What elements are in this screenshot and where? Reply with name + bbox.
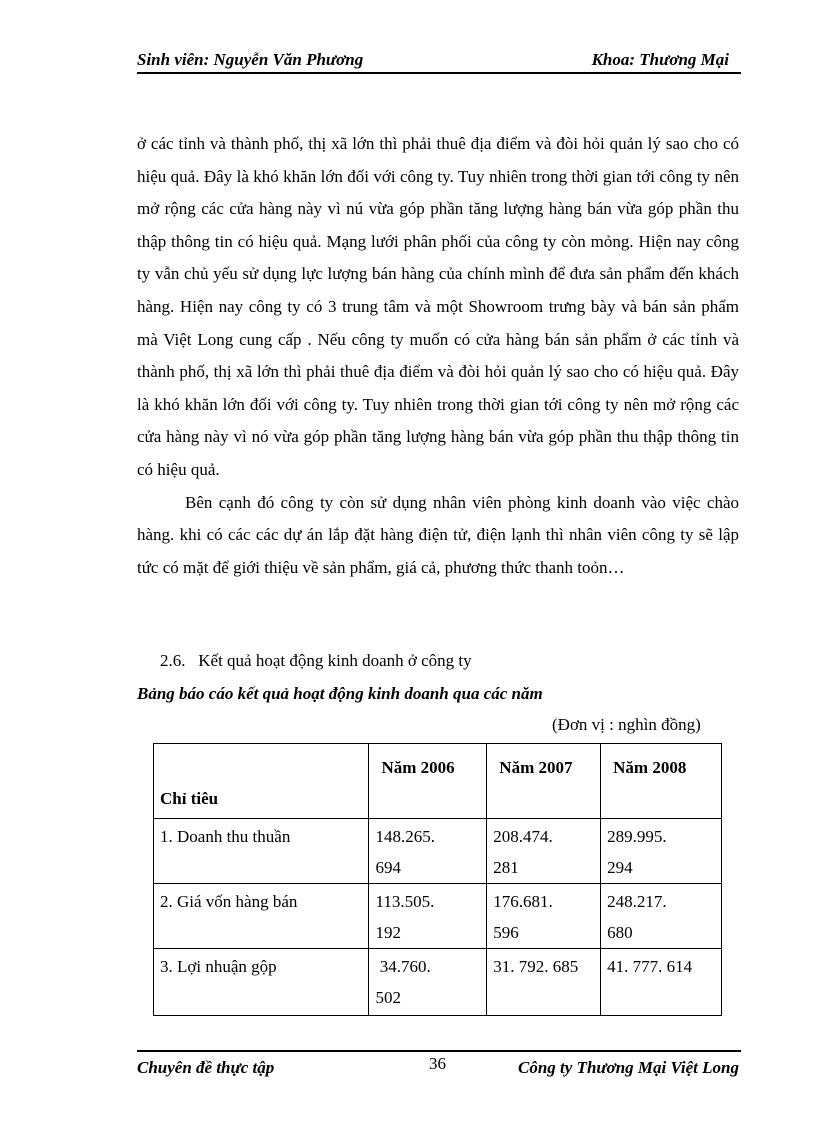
table-row <box>154 819 722 884</box>
page-footer <box>137 1050 741 1082</box>
value-part: 176. <box>493 892 524 911</box>
value-part: 505. <box>404 892 435 911</box>
value-cell <box>369 819 487 884</box>
footer-company: Công ty Thương Mại Việt Long <box>518 1058 739 1077</box>
body-text <box>137 128 739 584</box>
value-part: 760. <box>400 957 431 976</box>
value-part: 34. <box>375 957 401 976</box>
row-label: 2. Giá vốn hàng bán <box>154 884 369 949</box>
header-student-name: Sinh viên: Nguyễn Văn Phương <box>137 50 364 69</box>
header-year-2006: Năm 2006 <box>369 744 487 819</box>
header-indicator: Chỉ tiêu <box>154 744 369 819</box>
value-part: 681. <box>523 892 553 911</box>
value-cell <box>487 819 601 884</box>
row-label: 1. Doanh thu thuần <box>154 819 369 884</box>
value-part: 113. <box>375 892 405 911</box>
value-part: 217. <box>636 892 667 911</box>
unit-note: (Đơn vị : nghìn đồng) <box>552 715 701 734</box>
header-year-2008: Năm 2008 <box>601 744 722 819</box>
value-cell: 31. 792. 685 <box>487 949 601 1016</box>
value-part: 289. <box>607 827 637 846</box>
value-part: 192 <box>375 923 401 942</box>
value-cell <box>487 884 601 949</box>
footer-report-title: Chuyên đề thực tập <box>137 1058 275 1077</box>
value-part: 248. <box>607 892 637 911</box>
page-number: 36 <box>429 1054 446 1073</box>
section-heading: 2.6. Kết quả hoạt động kinh doanh ở công ty <box>160 651 472 670</box>
page-header <box>137 48 741 74</box>
header-faculty: Khoa: Thương Mại <box>591 50 729 69</box>
value-cell: 41. 777. 614 <box>601 949 722 1016</box>
table-row <box>154 949 722 1016</box>
business-results-table <box>153 743 722 1016</box>
value-part: 474. <box>523 827 553 846</box>
paragraph-2: Bên cạnh đó công ty còn sử dụng nhân viên phòng kinh doanh vào việc chào hàng. khi có các các dự án lắp đặt hàng điện tử, điện lạnh thì nhân viên công ty sẽ lập tức có mặt để giới thiệu về sản phẩm, giá cả, phương thức thanh toỏn… <box>137 492 739 577</box>
value-cell <box>601 884 722 949</box>
table-row <box>154 884 722 949</box>
value-part: 265. <box>405 827 435 846</box>
value-part: 294 <box>607 858 633 877</box>
value-part: 502 <box>375 988 401 1007</box>
value-cell <box>369 949 487 1016</box>
table-title: Bảng báo cáo kết quả hoạt động kinh doanh qua các năm <box>137 684 543 703</box>
paragraph-1: ở các tỉnh và thành phố, thị xã lớn thì phải thuê địa điểm và đòi hỏi quản lý sao cho có hiệu quả. Đây là khó khăn lớn đối với công ty. Tuy nhiên trong thời gian tới công ty nên mở rộng các cửa hàng này vì nú vừa góp phần tăng lượng hàng bán vừa góp phần thu thập thông tin có hiệu quả. Mạng lưới phân phối của công ty còn mỏng. Hiện nay công ty vẫn chủ yếu sử dụng lực lượng bán hàng của chính mình để đưa sản phẩm đến khách hàng. Hiện nay công ty có 3 trung tâm và một Showroom trưng bày và bán sản phẩm mà Việt Long cung cấp . Nếu công ty muốn có cửa hàng bán sản phẩm ở các tỉnh và thành phố, thị xã lớn thì phải thuê địa điểm và đòi hỏi quản lý sao cho có hiệu quả. Đây là khó khăn lớn đối với công ty. Tuy nhiên trong thời gian tới công ty nên mở rộng các cửa hàng này vì nó vừa góp phần tăng lượng hàng bán vừa góp phần thu thập thông tin có hiệu quả. <box>137 134 739 479</box>
value-part: 694 <box>375 858 401 877</box>
row-label: 3. Lợi nhuận gộp <box>154 949 369 1016</box>
value-part: 148. <box>375 827 406 846</box>
value-part: 281 <box>493 858 519 877</box>
value-part: 680 <box>607 923 633 942</box>
table-header-row <box>154 744 722 819</box>
value-cell <box>601 819 722 884</box>
header-year-2007: Năm 2007 <box>487 744 601 819</box>
value-part: 208. <box>493 827 524 846</box>
value-part: 596 <box>493 923 519 942</box>
value-cell <box>369 884 487 949</box>
value-part: 995. <box>636 827 667 846</box>
